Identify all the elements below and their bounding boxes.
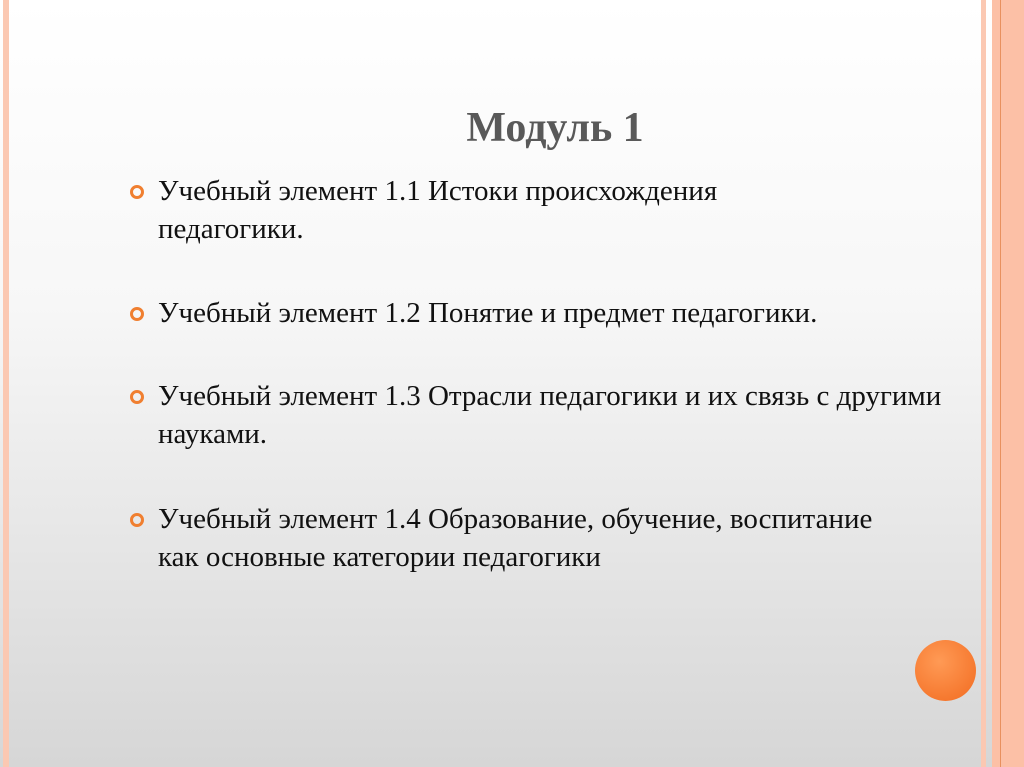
list-item — [158, 500, 898, 576]
bullet-ring-icon — [130, 390, 144, 404]
right-border-line — [1000, 0, 1001, 767]
bullet-ring-icon — [130, 513, 144, 527]
list-item — [158, 377, 988, 453]
list-item-text: Учебный элемент 1.1 Истоки происхождения педагогики. — [158, 175, 718, 245]
list-item-text: Учебный элемент 1.3 Отрасли педагогики и их связь с другими науками. — [158, 380, 942, 450]
bullet-ring-icon — [130, 185, 144, 199]
decorative-orange-circle — [915, 640, 976, 701]
list-item — [158, 294, 988, 332]
list-item — [158, 172, 858, 248]
bullet-ring-icon — [130, 307, 144, 321]
list-item-text: Учебный элемент 1.2 Понятие и предмет педагогики. — [158, 297, 818, 329]
list-item-text: Учебный элемент 1.4 Образование, обучение, воспитание как основные категории педагогики — [158, 503, 873, 573]
left-border-stripe — [3, 0, 9, 767]
slide-title: Модуль 1 — [466, 105, 644, 151]
right-border-band — [992, 0, 1024, 767]
